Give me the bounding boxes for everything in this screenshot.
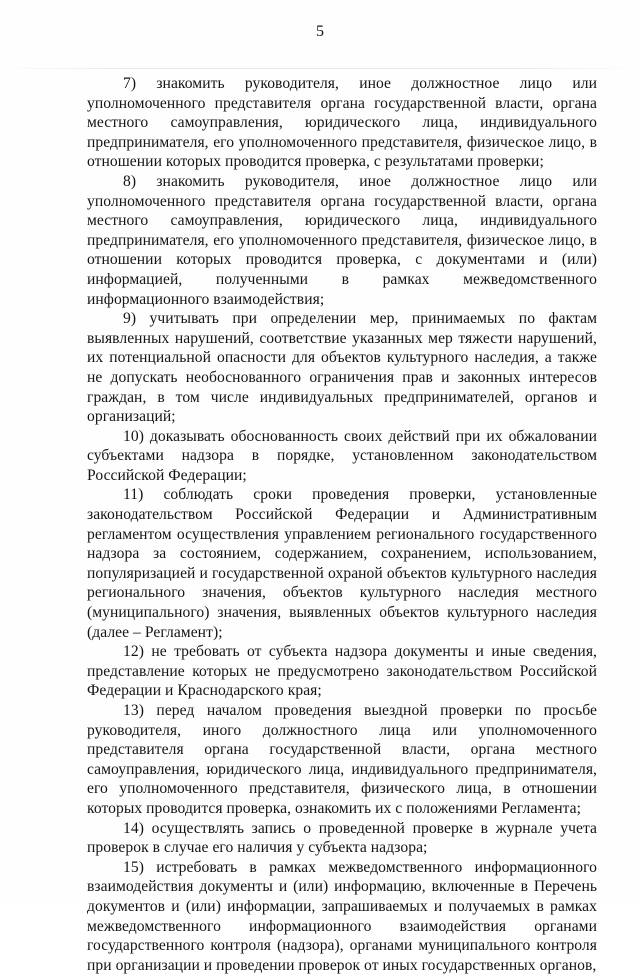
page-number: 5 xyxy=(316,23,324,40)
paragraph-item-9: 9) учитывать при определении мер, принимаемых по фактам выявленных нарушений, соответствие указанных мер тяжести нарушений, их потенциальной опасности для объектов культурного наследия, а также не допускать необоснованного ограничения прав и законных интересов граждан, в том числе индивидуальных предпринимателей, органов и организаций; xyxy=(87,310,597,426)
paragraph-item-15: 15) истребовать в рамках межведомственного информационного взаимодействия документы и (или) информацию, включенные в Перечень документов и (или) информации, запрашиваемых и получаемых в рамках межведомственного информационного взаимодействия органами государственного контроля (надзора), органами муниципального контроля при организации и проведении проверок от иных государственных органов, xyxy=(87,858,597,974)
paragraph-item-11: 11) соблюдать сроки проведения проверки, установленные законодательством Российской Федерации и Административным регламентом осуществления управлением регионального государственного надзора за состоянием, содержанием, сохранением, использованием, популяризацией и государственной охраной объектов культурного наследия регионального значения, объектов культурного наследия местного (муниципального) значения, выявленных объектов культурного наследия (далее – Регламент); xyxy=(87,486,597,641)
paragraph-item-10: 10) доказывать обоснованность своих действий при их обжаловании субъектами надзора в порядке, установленном законодательством Российской Федерации; xyxy=(87,427,597,484)
document-body xyxy=(87,48,597,975)
paragraph-item-14: 14) осуществлять запись о проведенной проверке в журнале учета проверок в случае его наличия у субъекта надзора; xyxy=(87,819,597,857)
top-spacer xyxy=(87,48,597,74)
paragraph-item-8: 8) знакомить руководителя, иное должностное лицо или уполномоченного представителя органа государственной власти, органа местного самоуправления, юридического лица, индивидуального предпринимателя, его уполномоченного представителя, физическое лицо, в отношении которых проводится проверка, с документами и (или) информацией, полученными в рамках межведомственного информационного взаимодействия; xyxy=(87,172,597,308)
paragraph-item-12: 12) не требовать от субъекта надзора документы и иные сведения, представление которых не предусмотрено законодательством Российской Федерации и Краснодарского края; xyxy=(87,643,597,700)
paragraph-item-13: 13) перед началом проведения выездной проверки по просьбе руководителя, иного должностного лица или уполномоченного представителя органа государственной власти, органа местного самоуправления, юридического лица, индивидуального предпринимателя, его уполномоченного представителя, физического лица, в отношении которых проводится проверка, ознакомить их с положениями Регламента; xyxy=(87,702,597,817)
paragraph-item-7: 7) знакомить руководителя, иное должностное лицо или уполномоченного представителя органа государственной власти, органа местного самоуправления, юридического лица, индивидуального предпринимателя, его уполномоченного представителя, физическое лицо, в отношении которых проводится проверка, с результатами проверки; xyxy=(87,75,597,171)
